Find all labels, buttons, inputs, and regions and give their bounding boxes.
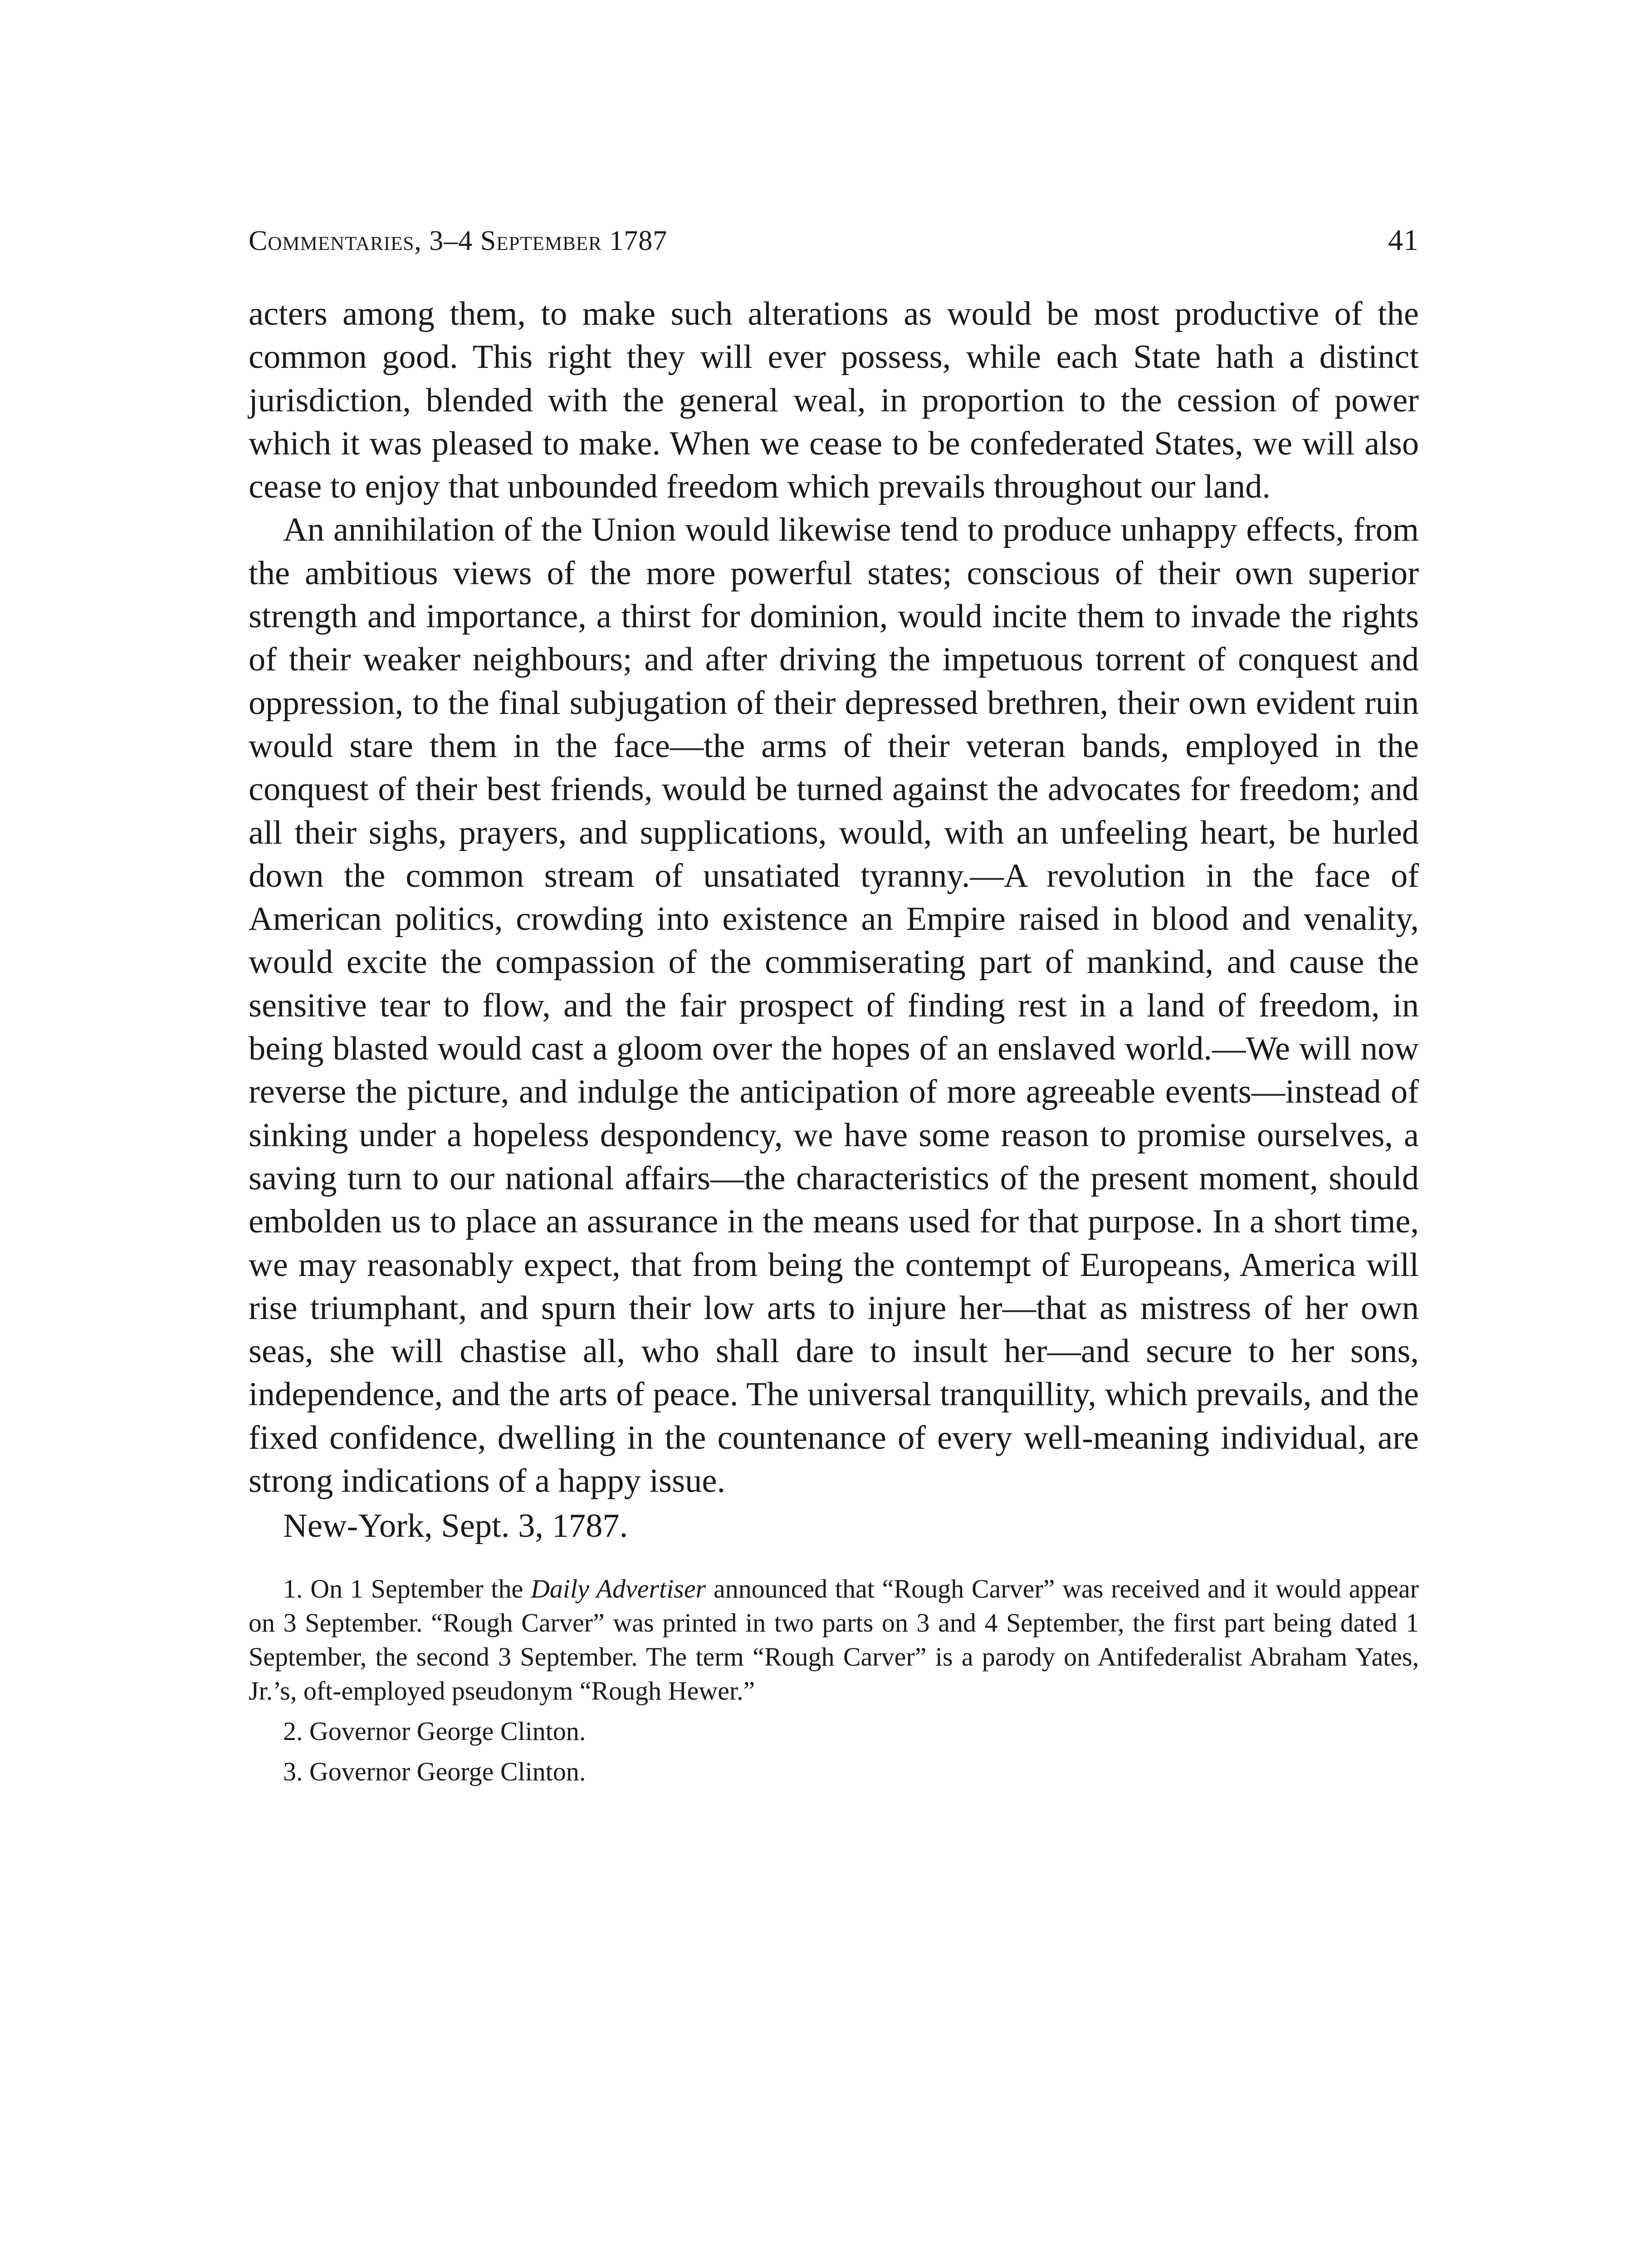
running-head-title: Commentaries, 3–4 September 1787 bbox=[249, 225, 668, 256]
dateline: New-York, Sept. 3, 1787. bbox=[283, 1507, 628, 1545]
footnotes bbox=[249, 1572, 1419, 1789]
page-number: 41 bbox=[1388, 224, 1419, 257]
body-paragraph-2: An annihilation of the Union would likewise tend to produce unhappy effects, from the ambitious views of the more powerful states; conscious of their own superior strength and importance, a thirst for dominion, would incite them to invade the rights of their weaker neighbours; and after driving the impetuous torrent of conquest and oppression, to the final subjugation of their depressed brethren, their own evident ruin would stare them in the face—the arms of their veteran bands, employed in the conquest of their best friends, would be turned against the advocates for freedom; and all their sighs, prayers, and supplications, would, with an unfeeling heart, be hurled down the common stream of unsatiated tyranny.—A revolution in the face of American politics, crowding into existence an Empire raised in blood and venality, would excite the compassion of the commiserating part of mankind, and cause the sensitive tear to flow, and the fair prospect of finding rest in a land of freedom, in being blasted would cast a gloom over the hopes of an enslaved world.—We will now reverse the picture, and indulge the anticipation of more agreeable events—instead of sinking under a hopeless despondency, we have some reason to promise ourselves, a saving turn to our national affairs—the characteristics of the present moment, should embolden us to place an assurance in the means used for that purpose. In a short time, we may reasonably expect, that from being the contempt of Europeans, America will rise triumphant, and spurn their low arts to injure her—that as mistress of her own seas, she will chastise all, who shall dare to insult her—and secure to her sons, independence, and the arts of peace. The universal tranquillity, which prevails, and the fixed confidence, dwelling in the countenance of every well-meaning individual, are strong indications of a happy issue. bbox=[249, 511, 1419, 1500]
footnote-1-newspaper-title: Daily Advertiser bbox=[531, 1574, 706, 1603]
footnote-1-suffix: announced that “Rough Carver” was received and it would appear on 3 September. “Rough Carver” was printed in two parts on 3 and 4 September, the first part being dated 1 September, the second 3 September. The term “Rough Carver” is a parody on Antifederalist Abraham Yates, Jr.’s, oft-employed pseudonym “Rough Hewer.” bbox=[249, 1574, 1419, 1706]
footnote-1-prefix: 1. On 1 September the bbox=[283, 1574, 531, 1603]
footnote-3: 3. Governor George Clinton. bbox=[283, 1756, 586, 1786]
running-head bbox=[249, 222, 1419, 259]
body-text bbox=[249, 293, 1419, 1503]
footnote-2: 2. Governor George Clinton. bbox=[283, 1716, 586, 1746]
body-paragraph-1: acters among them, to make such alterations as would be most productive of the common good. This right they will ever possess, while each State hath a distinct jurisdiction, blended with the general weal, in proportion to the cession of power which it was pleased to make. When we cease to be confederated States, we will also cease to enjoy that unbounded freedom which prevails throughout our land. bbox=[249, 295, 1419, 506]
footnote-1 bbox=[249, 1572, 1419, 1708]
document-page bbox=[249, 222, 1419, 1789]
